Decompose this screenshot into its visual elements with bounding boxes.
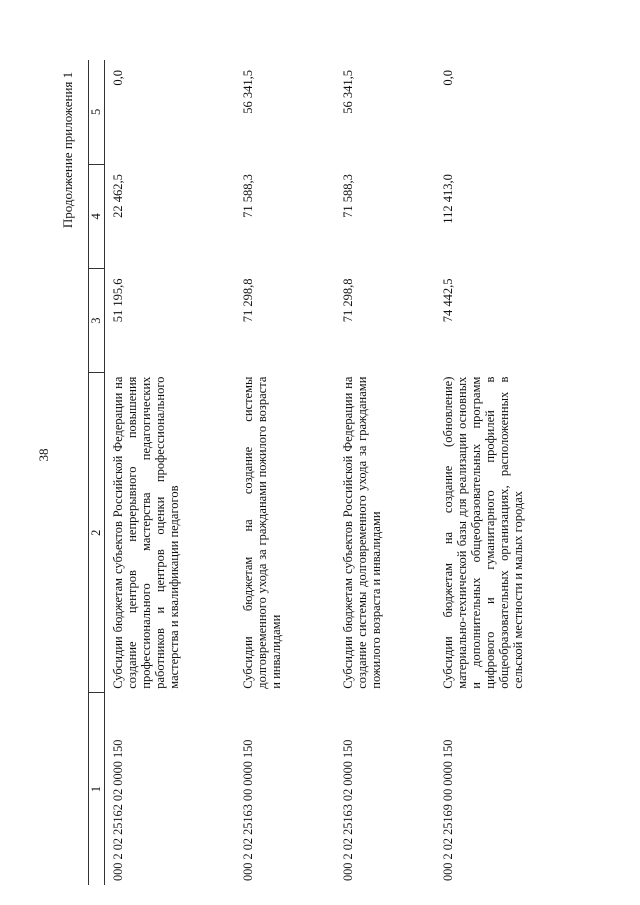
row-description: Субсидии бюджетам на создание (обновление) материально-технической базы для реализации основных и дополнительных общеобразовательных программ цифрового и гуманитарного профилей в общеобразовательных организациях, расположенных в сельской местности и малых городах [440, 376, 525, 689]
row-description: Субсидии бюджетам субъектов Российской Федерации на создание системы долговременного ухода за гражданами пожилого возраста и инвалидами [340, 376, 383, 689]
row-value-col4: 71 588,3 [240, 174, 255, 218]
column-header-3: 3 [89, 269, 105, 373]
budget-table [88, 60, 565, 885]
row-code: 000 2 02 25169 00 0000 150 [440, 739, 455, 881]
table-row [435, 60, 565, 885]
column-header-1: 1 [89, 693, 105, 885]
column-header-5: 5 [89, 60, 105, 164]
row-value-col5: 56 341,5 [340, 70, 355, 114]
table-header-row [89, 60, 105, 885]
rotated-table-container [88, 60, 533, 885]
row-value-col4: 71 588,3 [340, 174, 355, 218]
table-row [335, 60, 435, 885]
appendix-continuation-title: Продолжение приложения 1 [60, 71, 75, 229]
table-row [235, 60, 335, 885]
row-value-col3: 71 298,8 [340, 278, 355, 323]
row-value-col5: 0,0 [440, 70, 455, 86]
row-value-col5: 56 341,5 [240, 70, 255, 114]
table-row [105, 60, 235, 885]
row-value-col4: 22 462,5 [111, 174, 125, 218]
page-number: 38 [36, 448, 51, 462]
column-header-2: 2 [89, 373, 105, 693]
row-value-col4: 112 413,0 [440, 174, 455, 224]
row-description: Субсидии бюджетам на создание системы долговременного ухода за гражданами пожилого возраста и инвалидами [240, 376, 283, 689]
row-value-col3: 71 298,8 [240, 278, 255, 323]
row-description: Субсидии бюджетам субъектов Российской Федерации на создание центров непрерывного повышения профессионального мастерства педагогических работников и центров оценки профессионального мастерства и квалификации педагогов [111, 376, 181, 689]
row-value-col5: 0,0 [111, 70, 125, 86]
row-value-col3: 51 195,6 [111, 278, 125, 323]
row-code: 000 2 02 25163 02 0000 150 [340, 739, 355, 881]
row-value-col3: 74 442,5 [440, 278, 455, 323]
row-code: 000 2 02 25163 00 0000 150 [240, 739, 255, 881]
column-header-4: 4 [89, 164, 105, 268]
row-code: 000 2 02 25162 02 0000 150 [111, 739, 125, 881]
